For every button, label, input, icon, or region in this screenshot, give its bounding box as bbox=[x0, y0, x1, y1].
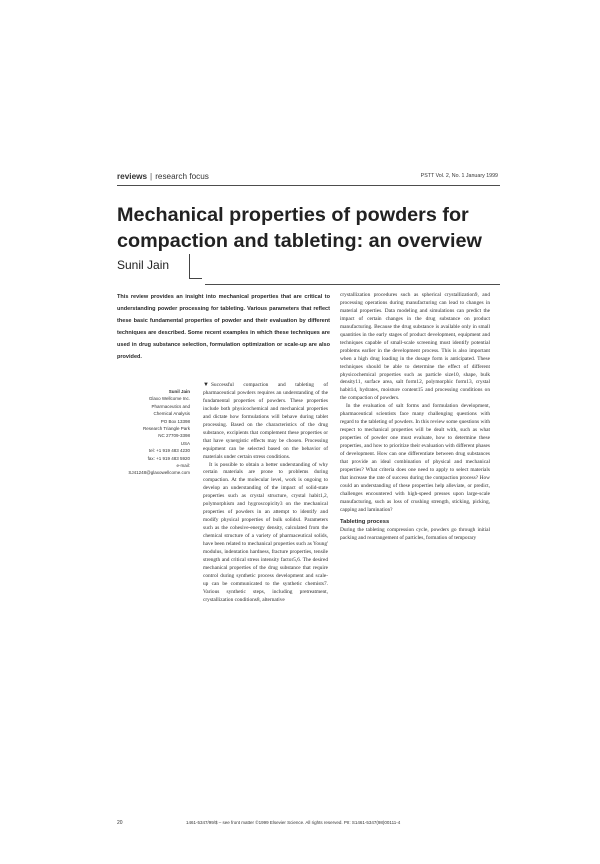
body-paragraph: During the tableting compression cycle, powders go through initial packing and rearrangement of particles, formation of temporary bbox=[340, 526, 490, 541]
affiliation-box: PO Box 13398 bbox=[160, 418, 190, 424]
journal-reference: PSTT Vol. 2, No. 1 January 1999 bbox=[420, 173, 498, 179]
affiliation-name: Sunil Jain bbox=[168, 389, 190, 394]
body-paragraph: In the evaluation of salt forms and formulation development, pharmaceutical scientists face many challenging questions with regard to the tableting of powders. In this review some questions with respect to mechanical properties will be dealt with, such as what properties of powder one must evaluate, how to determine these properties, and how to prioritize their evaluation with different phases of development. How can one differentiate between drug substances that provide an ideal combination of physical and mechanical properties? What criteria does one need to apply to select materials that increase the rate of success during the compaction process? How could an understanding of these properties help alleviate, or predict, challenges encountered with high-speed presses upon large-scale manufacturing, such as loss of crushing strength, sticking, picking, capping and lamination? bbox=[340, 403, 490, 513]
author-divider bbox=[189, 254, 190, 278]
article-title bbox=[117, 202, 512, 254]
title-line-2: compaction and tableting: an overview bbox=[117, 230, 482, 252]
affiliation-email[interactable]: SJ41248@glaxowellcome.com bbox=[128, 470, 190, 476]
page-number: 20 bbox=[117, 820, 123, 826]
triangle-marker-icon: ▼ bbox=[203, 382, 209, 388]
author-divider-foot bbox=[189, 278, 202, 279]
affiliation-park: Research Triangle Park bbox=[142, 426, 190, 432]
affiliation-dept: Pharmaceutics and bbox=[151, 403, 190, 409]
section-subheading: Tableting process bbox=[340, 518, 390, 525]
paragraph-text: Successful compaction and tableting of pharmaceutical powders requires an understanding of the fundamental properties of powders. These properties include both physicochemical and mechanical properties and dictate how formulations will behave during tablet processing. Based on the characteristics of the drug substance, excipients that complement these properties or that have synergistic effects may be chosen. Processing equipment can be selected based on the behavior of materials under certain stress conditions. bbox=[203, 382, 328, 460]
body-column-middle bbox=[203, 382, 328, 605]
abstract: This review provides an insight into mechanical properties that are critical to understanding powder processing for tableting. Various parameters that reflect these basic fundamental properties of powder and their evaluation by different techniques are described. Some recent examples in which these techniques are used in drug substance selection, formulation optimization or scale-up are also provided. bbox=[117, 294, 330, 360]
body-column-right bbox=[340, 292, 490, 543]
header-rule bbox=[117, 185, 500, 186]
section-header bbox=[117, 172, 209, 181]
affiliation-email-label: e-mail: bbox=[176, 463, 190, 469]
body-paragraph: It is possible to obtain a better understanding of why certain materials are prone to problems during compaction. At the molecular level, work is ongoing to develop an understanding of the impact of solid-state properties such as crystal structure, crystal habit1,2, polymorphism and hygroscopicity3 on the mechanical properties of powders in an attempt to identify and modify physical properties of bulk solids4. Parameters such as the cohesive-energy density, calculated from the chemical structure of a variety of pharmaceutical solids, have been related to mechanical properties such as Young' modulus, indentation hardness, fracture properties, tensile strength and critical stress intensity factor5,6. The desired mechanical properties of the drug substance that require control during synthetic process development and scale-up can be communicated to the synthetic chemists7. Various synthetic steps, including pretreatment, crystallization conditions8, alternative bbox=[203, 461, 328, 603]
body-paragraph bbox=[203, 382, 328, 462]
author-affiliation bbox=[104, 388, 190, 477]
title-line-1: Mechanical properties of powders for bbox=[117, 204, 469, 226]
affiliation-city: NC 27709-3398 bbox=[158, 433, 190, 439]
affiliation-tel: tel: +1 919 483 4230 bbox=[148, 448, 190, 454]
abstract-rule bbox=[205, 284, 500, 285]
affiliation-fax: fax: +1 919 483 5920 bbox=[147, 455, 190, 461]
author-name: Sunil Jain bbox=[117, 258, 170, 272]
body-paragraph: crystallization procedures such as spherical crystallization9, and processing operations during manufacturing can lead to changes in material properties. Data modeling and simulations can predict the impact of certain changes in the drug substance on product manufacturing. Because the drug substance is available only in small quantities in the early stages of product development, equipment and techniques capable of small-scale screening must identify potential problems earlier in the development process. This is also important when a high drug loading in the dosage form is anticipated. These techniques should be able to determine the effect of different physicochemical properties such as particle size10, shape, bulk density11, surface area, salt form12, polymorphic form13, crystal habit14, hydrates, moisture content15 and processing conditions on the compaction of powders. bbox=[340, 292, 490, 402]
footer-copyright: 1461-5347/99/$ – see front matter ©1999 Elsevier Science. All rights reserved. PII: S1461-5347(98)00111-4 bbox=[186, 820, 401, 825]
affiliation-country: USA bbox=[180, 440, 190, 446]
subsection-label: research focus bbox=[155, 172, 209, 181]
section-label: reviews bbox=[117, 172, 148, 181]
header-divider: | bbox=[150, 172, 153, 181]
affiliation-dept: Chemical Analysis bbox=[153, 411, 190, 417]
affiliation-org: Glaxo Wellcome Inc. bbox=[148, 396, 190, 402]
